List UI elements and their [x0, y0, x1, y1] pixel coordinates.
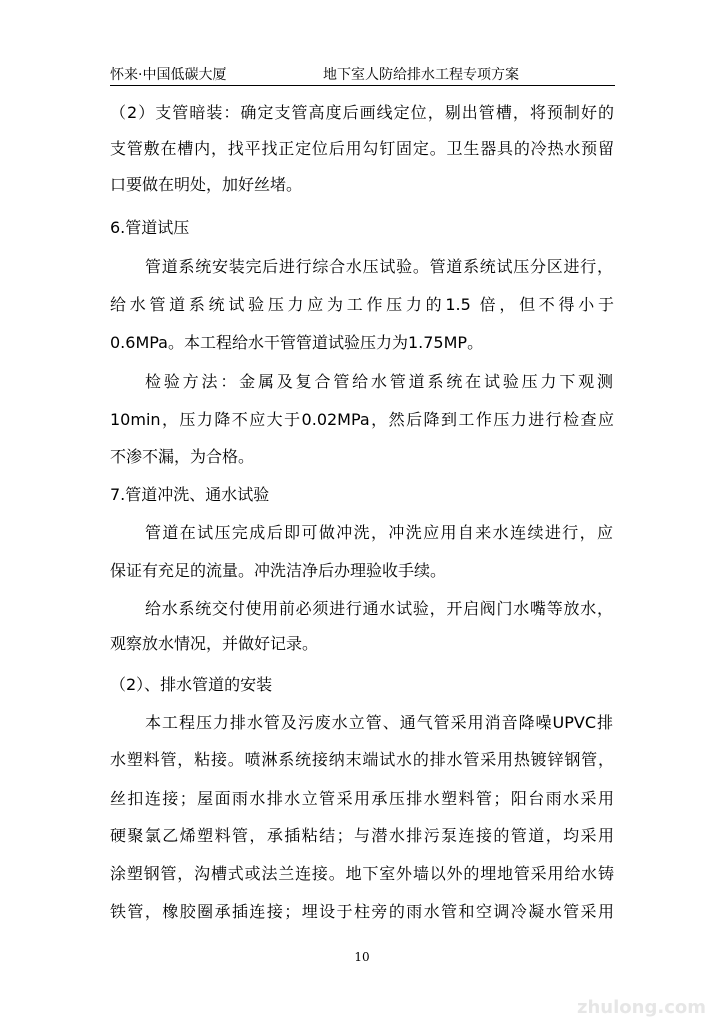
- body-line: 给水系统交付使用前必须进行通水试验，开启阀门水嘴等放水，: [145, 599, 613, 618]
- section-heading: 7.管道冲洗、通水试验: [110, 485, 270, 504]
- body-line: 0.6MPa。本工程给水干管管道试验压力为1.75MP。: [110, 333, 484, 352]
- watermark: zhulong.com: [577, 997, 706, 1018]
- body-line: 硬聚氯乙烯塑料管，承插粘结；与潜水排污泵连接的管道，均采用: [110, 826, 614, 845]
- body-line: 不渗不漏，为合格。: [110, 447, 255, 466]
- body-line: 丝扣连接；屋面雨水排水立管采用承压排水塑料管；阳台雨水采用: [110, 789, 614, 808]
- body-line: 10min，压力降不应大于0.02MPa，然后降到工作压力进行检查应: [110, 410, 614, 429]
- body-line: 口要做在明处，加好丝堵。: [110, 175, 303, 194]
- section-heading: 6.管道试压: [110, 218, 190, 237]
- section-heading: （2）、排水管道的安装: [110, 675, 273, 694]
- header-rule: [110, 85, 615, 86]
- body-line: 保证有充足的流量。冲洗洁净后办理验收手续。: [110, 561, 447, 580]
- body-line: 支管敷在槽内，找平找正定位后用勾钉固定。卫生器具的冷热水预留: [110, 139, 614, 158]
- header-document-title: 地下室人防给排水工程专项方案: [323, 67, 519, 83]
- body-line: 水塑料管，粘接。喷淋系统接纳末端试水的排水管采用热镀锌钢管，: [110, 750, 614, 769]
- header-project-name: 怀来·中国低碳大厦: [110, 67, 227, 83]
- page-header: [110, 64, 615, 86]
- body-line: 给水管道系统试验压力应为工作压力的1.5 倍，但不得小于: [110, 295, 614, 314]
- body-line: 管道在试压完成后即可做冲洗，冲洗应用自来水连续进行，应: [145, 523, 613, 542]
- body-line: 检验方法：金属及复合管给水管道系统在试验压力下观测: [145, 372, 613, 391]
- body-line: （2）支管暗装：确定支管高度后画线定位，剔出管槽，将预制好的: [110, 103, 614, 122]
- body-line: 铁管，橡胶圈承插连接；埋设于柱旁的雨水管和空调冷凝水管采用: [110, 902, 614, 921]
- page-number: 10: [354, 950, 370, 964]
- body-line: 观察放水情况，并做好记录。: [110, 634, 319, 653]
- body-line: 涂塑钢管，沟槽式或法兰连接。地下室外墙以外的埋地管采用给水铸: [110, 864, 614, 883]
- body-line: 管道系统安装完后进行综合水压试验。管道系统试压分区进行，: [145, 257, 613, 276]
- body-line: 本工程压力排水管及污废水立管、通气管采用消音降噪UPVC排: [145, 713, 613, 732]
